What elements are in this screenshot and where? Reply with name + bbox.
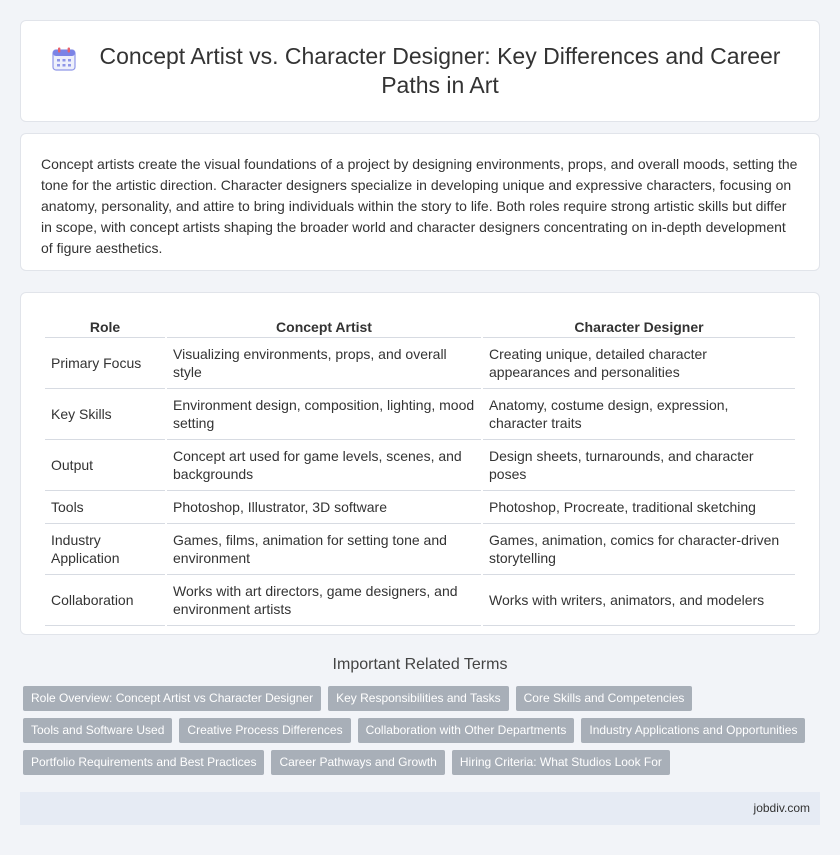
comparison-card xyxy=(20,292,820,635)
concept-artist-cell: Environment design, composition, lighting, mood setting xyxy=(167,389,481,440)
header-character-designer: Character Designer xyxy=(483,313,795,338)
related-terms-list xyxy=(20,686,820,782)
table-row xyxy=(45,440,795,491)
related-term-chip[interactable]: Hiring Criteria: What Studios Look For xyxy=(452,750,670,775)
related-term-chip[interactable]: Core Skills and Competencies xyxy=(516,686,693,711)
table-row xyxy=(45,575,795,626)
footer xyxy=(20,792,820,825)
header-concept-artist: Concept Artist xyxy=(167,313,481,338)
calendar-icon xyxy=(51,46,77,72)
character-designer-cell: Anatomy, costume design, expression, character traits xyxy=(483,389,795,440)
table-row xyxy=(45,389,795,440)
related-term-chip[interactable]: Career Pathways and Growth xyxy=(271,750,444,775)
character-designer-cell: Design sheets, turnarounds, and character poses xyxy=(483,440,795,491)
concept-artist-cell: Visualizing environments, props, and overall style xyxy=(167,338,481,389)
related-term-chip[interactable]: Creative Process Differences xyxy=(179,718,350,743)
concept-artist-cell: Works with art directors, game designers, and environment artists xyxy=(167,575,481,626)
row-label: Key Skills xyxy=(45,389,165,440)
row-label: Output xyxy=(45,440,165,491)
intro-paragraph: Concept artists create the visual foundations of a project by designing environments, props, and overall moods, setting the tone for the artistic direction. Character designers specialize in developing unique and expressive characters, focusing on anatomy, personality, and attire to bring individuals within the story to life. Both roles require strong artistic skills but differ in scope, with concept artists shaping the broader world and character designers concentrating on in-depth development of figure aesthetics. xyxy=(41,156,798,256)
character-designer-cell: Creating unique, detailed character appearances and personalities xyxy=(483,338,795,389)
page-title: Concept Artist vs. Character Designer: Key Differences and Career Paths in Art xyxy=(99,43,781,98)
concept-artist-cell: Photoshop, Illustrator, 3D software xyxy=(167,491,481,524)
table-row xyxy=(45,338,795,389)
intro-card xyxy=(20,133,820,271)
row-label: Primary Focus xyxy=(45,338,165,389)
related-terms-section xyxy=(20,656,820,782)
related-term-chip[interactable]: Key Responsibilities and Tasks xyxy=(328,686,509,711)
row-label: Industry Application xyxy=(45,524,165,575)
related-term-chip[interactable]: Collaboration with Other Departments xyxy=(358,718,575,743)
related-terms-heading: Important Related Terms xyxy=(332,656,508,673)
related-term-chip[interactable]: Portfolio Requirements and Best Practices xyxy=(23,750,264,775)
related-term-chip[interactable]: Tools and Software Used xyxy=(23,718,172,743)
row-label: Collaboration xyxy=(45,575,165,626)
character-designer-cell: Works with writers, animators, and modelers xyxy=(483,575,795,626)
comparison-table xyxy=(43,313,797,626)
header-role: Role xyxy=(45,313,165,338)
concept-artist-cell: Games, films, animation for setting tone and environment xyxy=(167,524,481,575)
row-label: Tools xyxy=(45,491,165,524)
table-row xyxy=(45,491,795,524)
title-wrap xyxy=(51,42,789,100)
table-row xyxy=(45,524,795,575)
related-term-chip[interactable]: Industry Applications and Opportunities xyxy=(581,718,805,743)
concept-artist-cell: Concept art used for game levels, scenes, and backgrounds xyxy=(167,440,481,491)
footer-site-link[interactable]: jobdiv.com xyxy=(753,801,810,815)
title-card xyxy=(20,20,820,122)
table-header-row xyxy=(45,313,795,338)
related-term-chip[interactable]: Role Overview: Concept Artist vs Character Designer xyxy=(23,686,321,711)
character-designer-cell: Photoshop, Procreate, traditional sketching xyxy=(483,491,795,524)
character-designer-cell: Games, animation, comics for character-driven storytelling xyxy=(483,524,795,575)
